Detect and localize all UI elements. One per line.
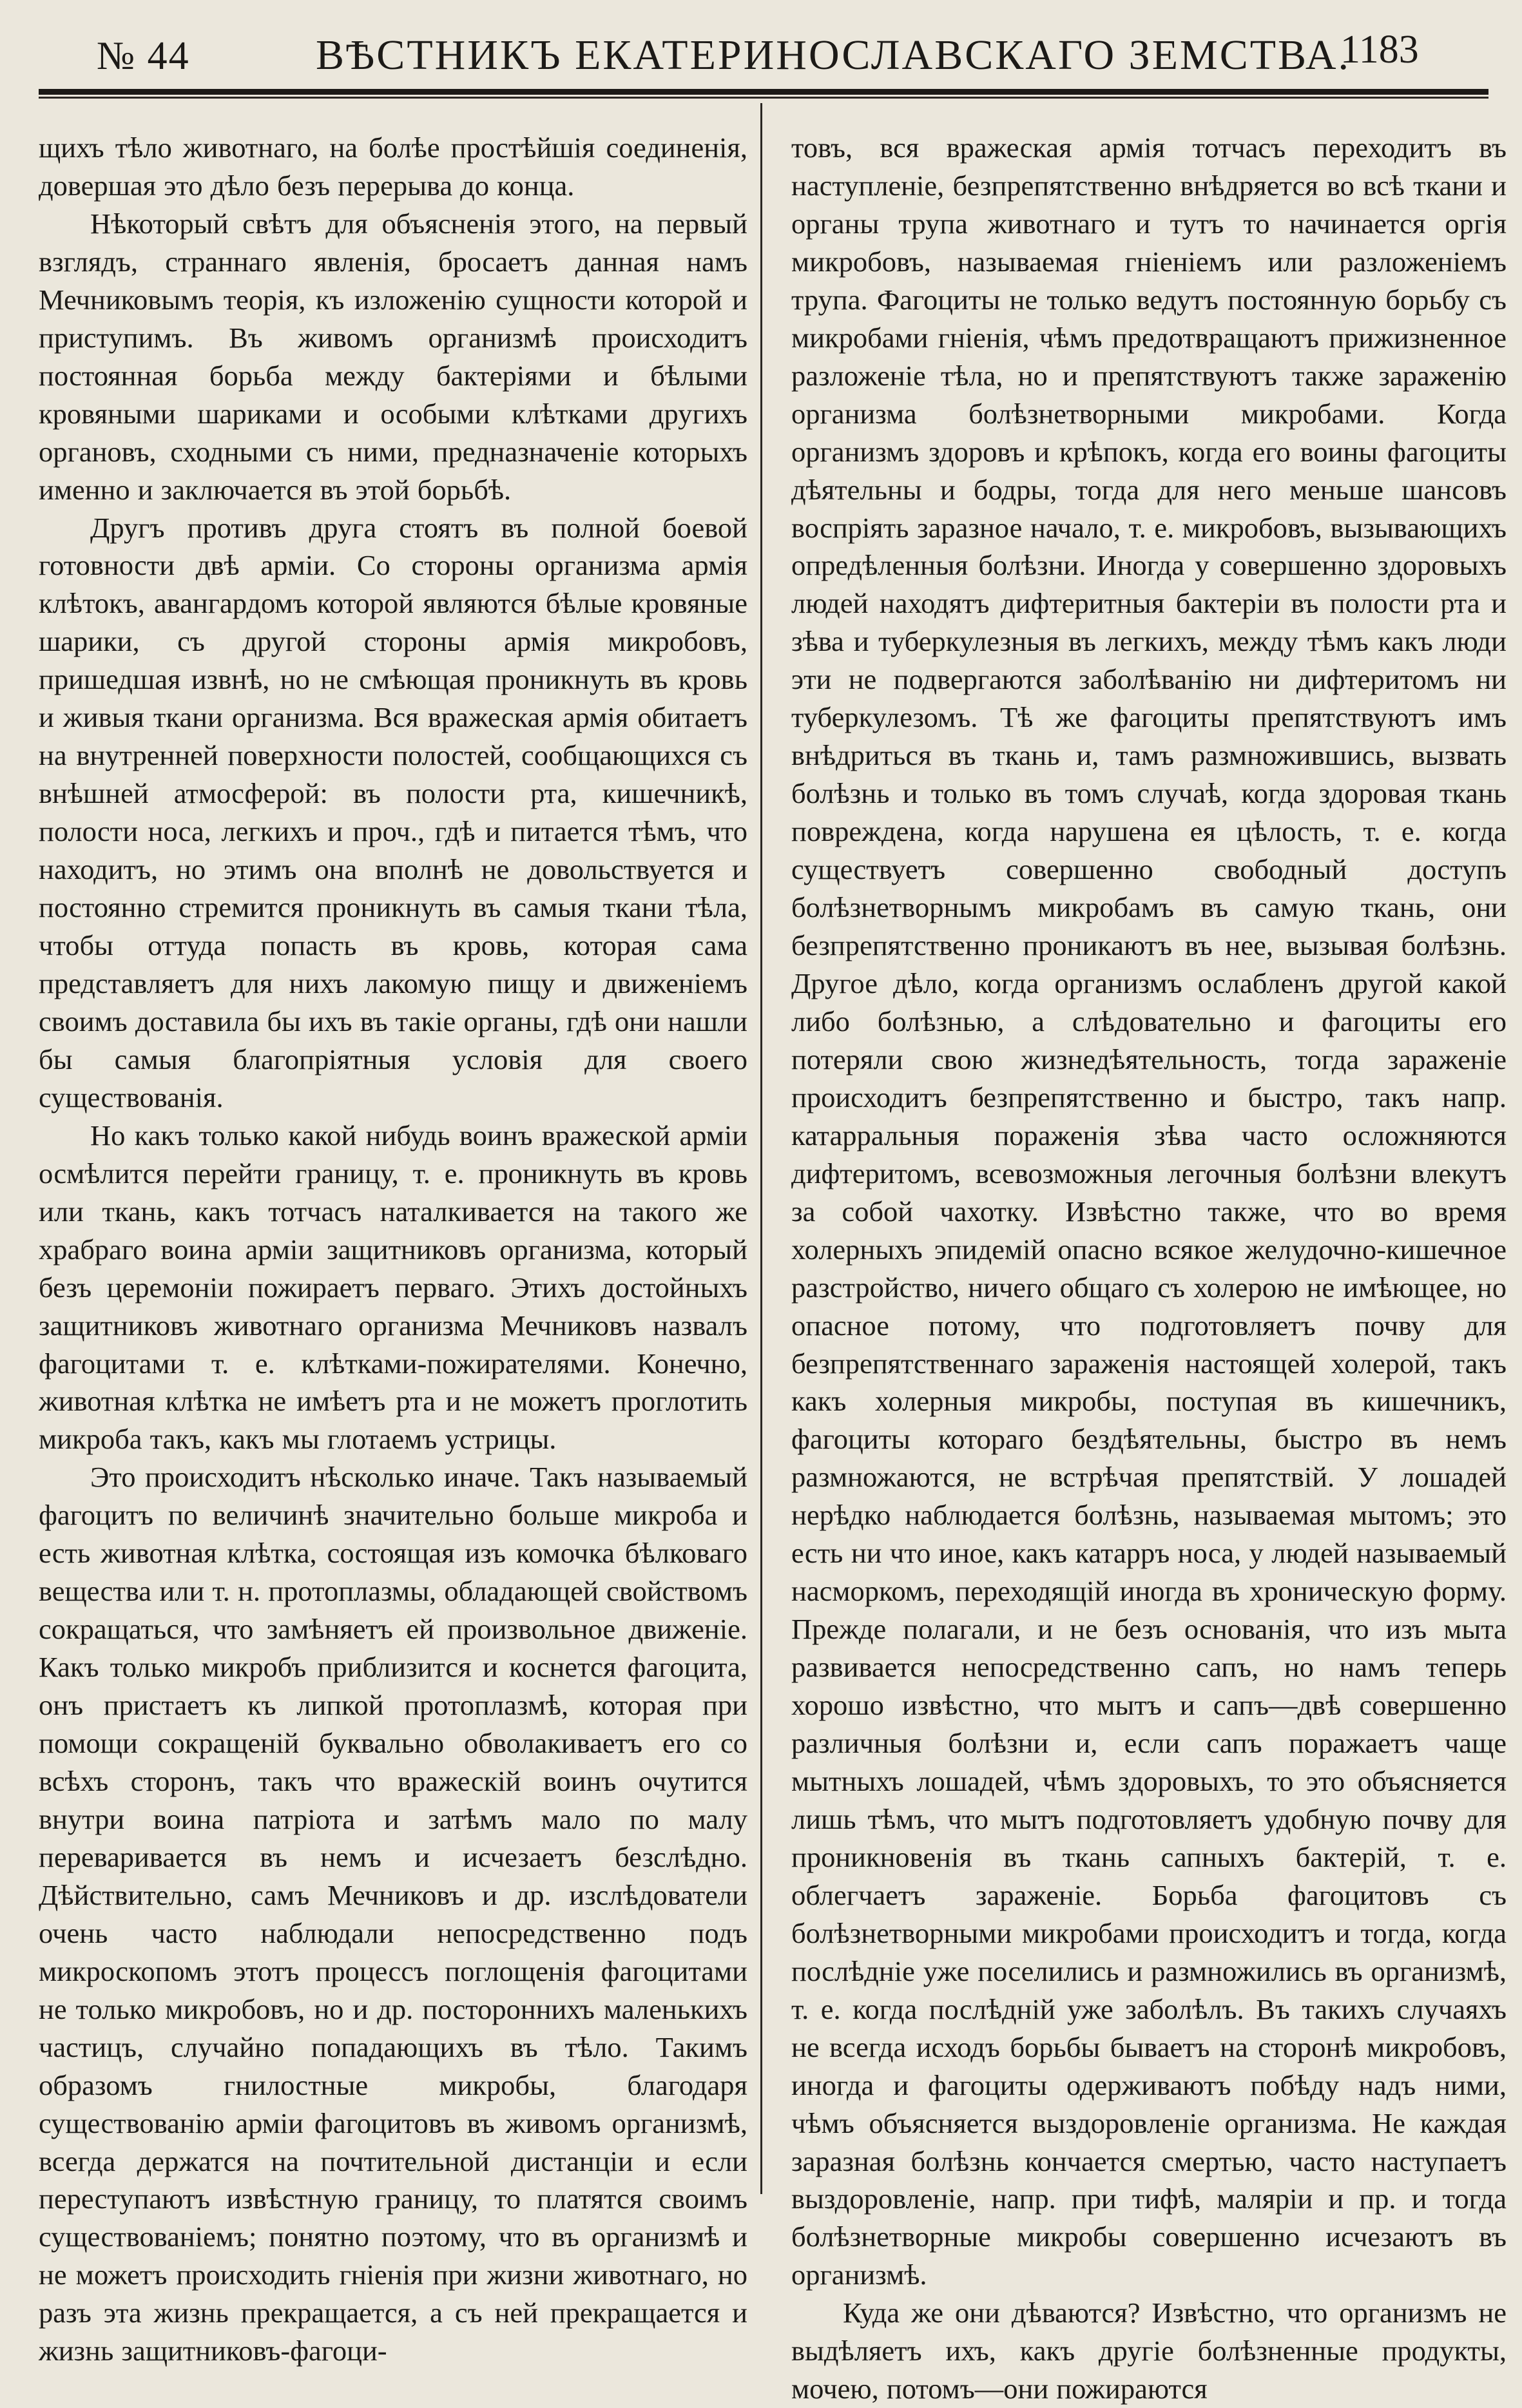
page-number: 1183 <box>1340 28 1419 72</box>
header-rule-thin <box>39 97 1488 99</box>
right-column <box>791 129 1507 2408</box>
left-paragraph-2: Нѣкоторый свѣтъ для объясненія этого, на первый взглядъ, страннаго явленія, бросаетъ данная намъ Мечниковымъ теорія, къ изложенію сущности которой и приступимъ. Въ живомъ организмѣ происходитъ постоянная борьба между бактеріями и бѣлыми кровяными шариками и особыми клѣтками другихъ органовъ, сходными съ ними, предназначеніе которыхъ именно и заключается въ этой борьбѣ. <box>39 207 747 506</box>
left-column <box>39 129 747 2370</box>
left-paragraph-5: Это происходитъ нѣсколько иначе. Такъ называемый фагоцитъ по величинѣ значительно больше микроба и есть животная клѣтка, состоящая изъ комочка бѣлковаго вещества или т. н. протоплазмы, обладающей свойствомъ сокращаться, что замѣняетъ ей произвольное движеніе. Какъ только микробъ приблизится и коснется фагоцита, онъ пристаетъ къ липкой протоплазмѣ, которая при помощи сокращеній буквально обволакиваетъ его со всѣхъ сторонъ, такъ что вражескій воинъ очутится внутри воина патріота и затѣмъ мало по малу переваривается въ немъ и исчезаетъ безслѣдно. Дѣйствительно, самъ Мечниковъ и др. изслѣдователи очень часто наблюдали непосредственно подъ микроскопомъ этотъ процессъ поглощенія фагоцитами не только микробовъ, но и др. постороннихъ маленькихъ частицъ, случайно попадающихъ въ тѣло. Такимъ образомъ гнилостные микробы, благодаря существованію арміи фагоцитовъ въ живомъ организмѣ, всегда держатся на почтительной дистанціи и если переступаютъ извѣстную границу, то платятся своимъ существованіемъ; понятно поэтому, что въ организмѣ и не можетъ происходить гніенія при жизни животнаго, но разъ эта жизнь прекращается, а съ ней прекращается и жизнь защитниковъ-фагоци- <box>39 1461 747 2367</box>
page-header <box>39 26 1482 90</box>
left-paragraph-1: щихъ тѣло животнаго, на болѣе простѣйшія соединенія, довершая это дѣло безъ перерыва до конца. <box>39 131 747 202</box>
journal-title: ВѢСТНИКЪ ЕКАТЕРИНОСЛАВСКАГО ЗЕМСТВА. <box>316 32 1351 79</box>
right-paragraph-1: товъ, вся вражеская армія тотчасъ переходитъ въ наступленіе, безпрепятственно внѣдряется во всѣ ткани и органы трупа животнаго и тутъ то начинается оргія микробовъ, называемая гніеніемъ или разложеніемъ трупа. Фагоциты не только ведутъ постоянную борьбу съ микробами гніенія, чѣмъ предотвращаютъ прижизненное разложеніе тѣла, но и препятствуютъ также зараженію организма болѣзнетворными микробами. Когда организмъ здоровъ и крѣпокъ, когда его воины фагоциты дѣятельны и бодры, тогда для него меньше шансовъ воспріять заразное начало, т. е. микробовъ, вызывающихъ опредѣленныя болѣзни. Иногда у совершенно здоровыхъ людей находятъ дифтеритныя бактеріи въ полости рта и зѣва и туберкулезныя въ легкихъ, между тѣмъ какъ люди эти не подвергаются заболѣванію ни дифтеритомъ ни туберкулезомъ. Тѣ же фагоциты препятствуютъ имъ внѣдриться въ ткань и, тамъ размножившись, вызвать болѣзнь и только въ томъ случаѣ, когда здоровая ткань повреждена, когда нарушена ея цѣлость, т. е. когда существуетъ совершенно свободный доступъ болѣзнетворнымъ микробамъ въ самую ткань, они безпрепятственно проникаютъ въ нее, вызывая болѣзнь. Другое дѣло, когда организмъ ослабленъ другой какой либо болѣзнью, а слѣдовательно и фагоциты его потеряли свою жизнедѣятельность, тогда зараженіе происходитъ безпрепятственно и быстро, такъ напр. катарральныя пораженія зѣва часто осложняются дифтеритомъ, всевозможныя легочныя болѣзни влекутъ за собой чахотку. Извѣстно также, что во время холерныхъ эпидемій опасно всякое желудочно-кишечное разстройство, ничего общаго съ холерою не имѣющее, но опасное потому, что подготовляетъ почву для безпрепятственнаго зараженія настоящей холерой, такъ какъ холерныя микробы, поступая въ кишечникъ, фагоциты котораго бездѣятельны, быстро въ немъ размножаются, не встрѣчая препятствій. У лошадей нерѣдко наблюдается болѣзнь, называемая мытомъ; это есть ни что иное, какъ катарръ носа, у людей называемый насморкомъ, переходящій иногда въ хроническую форму. Прежде полагали, и не безъ основанія, что изъ мыта развивается непосредственно сапъ, но намъ теперь хорошо извѣстно, что мытъ и сапъ—двѣ совершенно различныя болѣзни и, если сапъ поражаетъ чаще мытныхъ лошадей, чѣмъ здоровыхъ, то это объясняется лишь тѣмъ, что мытъ подготовляетъ удобную почву для проникновенія въ ткань сапныхъ бактерій, т. е. облегчаетъ зараженіе. Борьба фагоцитовъ съ болѣзнетворными микробами происходитъ и тогда, когда послѣдніе уже поселились и размножились въ организмѣ, т. е. когда послѣдній уже заболѣлъ. Въ такихъ случаяхъ не всегда исходъ борьбы бываетъ на сторонѣ микробовъ, иногда и фагоциты одерживаютъ побѣду надъ ними, чѣмъ объясняется выздоровленіе организма. Не каждая заразная болѣзнь кончается смертью, часто наступаетъ выздоровленіе, напр. при тифѣ, маляріи и пр. и тогда болѣзнетворные микробы совершенно исчезаютъ въ организмѣ. <box>791 131 1507 2291</box>
column-divider <box>760 103 762 2194</box>
right-paragraph-2: Куда же они дѣваются? Извѣстно, что организмъ не выдѣляетъ ихъ, какъ другіе болѣзненные продукты, мочею, потомъ—они пожираются <box>791 2297 1507 2405</box>
left-paragraph-4: Но какъ только какой нибудь воинъ вражеской арміи осмѣлится перейти границу, т. е. проникнуть въ кровь или ткань, какъ тотчасъ наталкивается на такого же храбраго воина арміи защитниковъ организма, который безъ церемоніи пожираетъ перваго. Этихъ достойныхъ защитниковъ животнаго организма Мечниковъ назвалъ фагоцитами т. е. клѣтками-пожирателями. Конечно, животная клѣтка не имѣетъ рта и не можетъ проглотить микроба такъ, какъ мы глотаемъ устрицы. <box>39 1119 747 1456</box>
header-rule-thick <box>39 89 1488 95</box>
left-paragraph-3: Другъ противъ друга стоятъ въ полной боевой готовности двѣ арміи. Со стороны организма армія клѣтокъ, авангардомъ которой являются бѣлые кровяные шарики, съ другой стороны армія микробовъ, пришедшая извнѣ, но не смѣющая проникнуть въ кровь и живыя ткани организма. Вся вражеская армія обитаетъ на внутренней поверхности полостей, сообщающихся съ внѣшней атмосферой: въ полости рта, кишечникѣ, полости носа, легкихъ и проч., гдѣ и питается тѣмъ, что находитъ, но этимъ она вполнѣ не довольствуется и постоянно стремится проникнуть въ самыя ткани тѣла, чтобы оттуда попасть въ кровь, которая сама представляетъ для нихъ лакомую пищу и движеніемъ своимъ доставила бы ихъ въ такіе органы, гдѣ они нашли бы самыя благопріятныя условія для своего существованія. <box>39 511 747 1113</box>
issue-number: № 44 <box>97 34 190 78</box>
